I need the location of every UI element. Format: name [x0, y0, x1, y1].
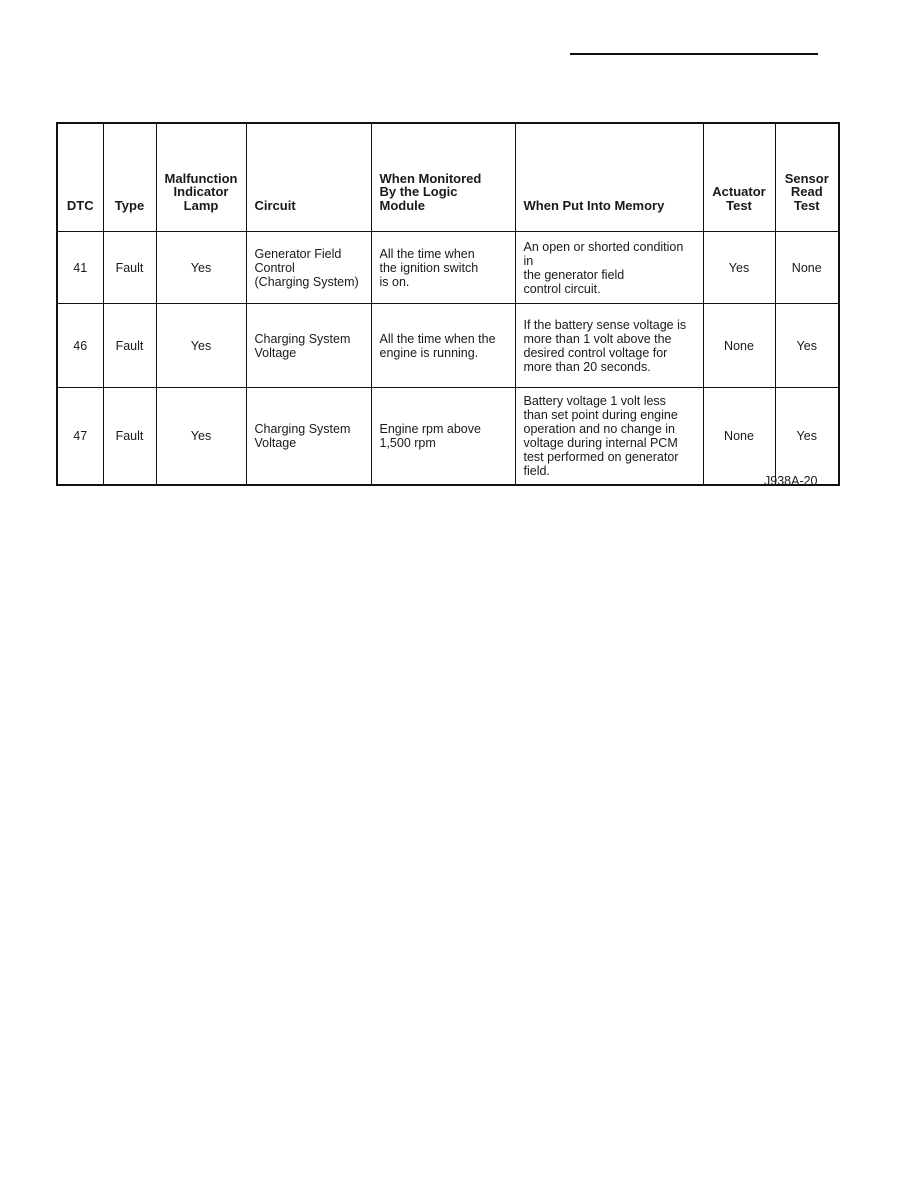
cell-type: Fault: [103, 232, 156, 304]
figure-id: J938A-20: [764, 474, 818, 488]
table-row: [57, 232, 839, 304]
table-row: [57, 304, 839, 388]
header-type: Type: [103, 123, 156, 232]
cell-dtc: 47: [57, 388, 103, 486]
cell-mil: Yes: [156, 232, 246, 304]
cell-dtc: 41: [57, 232, 103, 304]
header-actuator-test: Actuator Test: [703, 123, 775, 232]
cell-circuit: Charging System Voltage: [246, 304, 371, 388]
header-dtc: DTC: [57, 123, 103, 232]
cell-sensor-read-test: None: [775, 232, 839, 304]
cell-when-memory: An open or shorted condition in the generator field control circuit.: [515, 232, 703, 304]
cell-dtc: 46: [57, 304, 103, 388]
cell-when-monitored: Engine rpm above 1,500 rpm: [371, 388, 515, 486]
header-circuit: Circuit: [246, 123, 371, 232]
header-when-memory: When Put Into Memory: [515, 123, 703, 232]
header-when-monitored: When Monitored By the Logic Module: [371, 123, 515, 232]
cell-type: Fault: [103, 304, 156, 388]
cell-when-memory: If the battery sense voltage is more than 1 volt above the desired control voltage for more than 20 seconds.: [515, 304, 703, 388]
header-sensor-read-test: Sensor Read Test: [775, 123, 839, 232]
cell-when-monitored: All the time when the ignition switch is on.: [371, 232, 515, 304]
cell-actuator-test: Yes: [703, 232, 775, 304]
cell-when-memory: Battery voltage 1 volt less than set point during engine operation and no change in voltage during internal PCM test performed on generator field.: [515, 388, 703, 486]
cell-circuit: Charging System Voltage: [246, 388, 371, 486]
cell-mil: Yes: [156, 388, 246, 486]
cell-sensor-read-test: Yes: [775, 304, 839, 388]
cell-mil: Yes: [156, 304, 246, 388]
cell-circuit: Generator Field Control (Charging System): [246, 232, 371, 304]
cell-actuator-test: None: [703, 388, 775, 486]
dtc-table: [56, 122, 840, 486]
table-header-row: [57, 123, 839, 232]
header-mil: Malfunction Indicator Lamp: [156, 123, 246, 232]
cell-actuator-test: None: [703, 304, 775, 388]
table-row: [57, 388, 839, 486]
cell-type: Fault: [103, 388, 156, 486]
cell-sensor-read-test: Yes: [775, 388, 839, 486]
top-rule: [570, 53, 818, 55]
cell-when-monitored: All the time when the engine is running.: [371, 304, 515, 388]
